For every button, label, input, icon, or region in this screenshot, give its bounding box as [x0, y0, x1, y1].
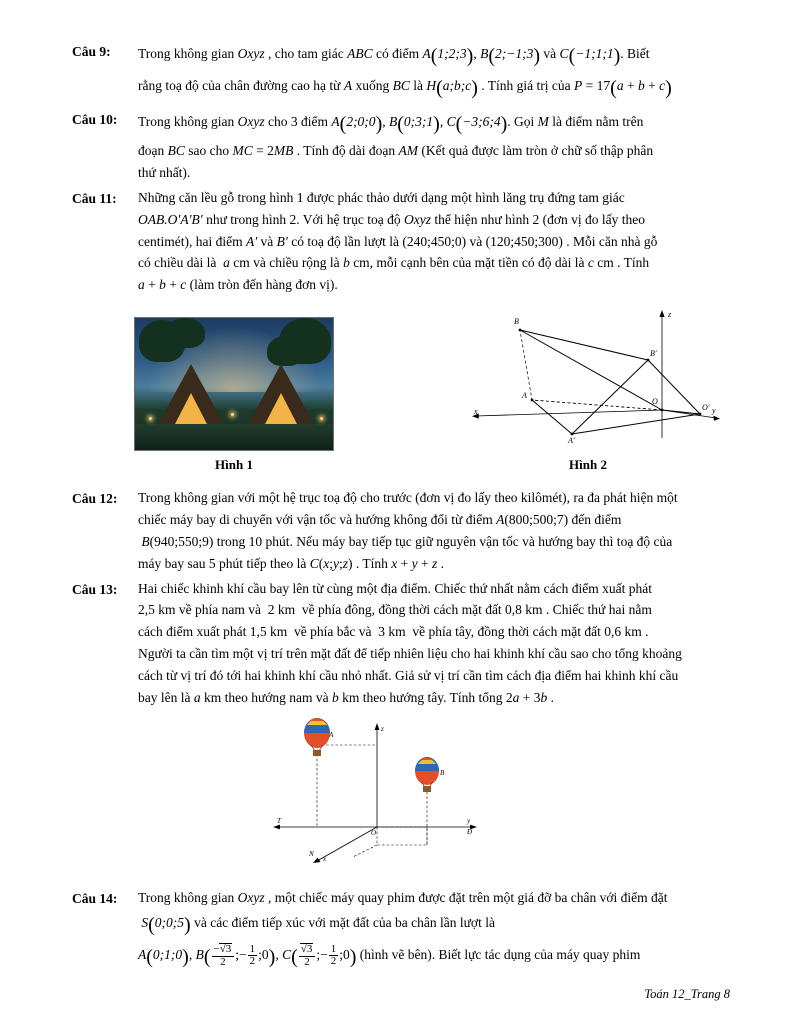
lamp-icon — [149, 417, 152, 420]
prism-diagram — [454, 306, 722, 446]
question-body — [138, 578, 730, 709]
svg-text:N: N — [309, 849, 314, 858]
palm-tree-icon — [267, 336, 303, 366]
palm-tree-icon — [165, 318, 205, 348]
svg-text:z: z — [381, 724, 384, 733]
question-line: máy bay sau 5 phút tiếp theo là C(x;y;z) . Tính x + y + z . — [138, 555, 445, 571]
question-cau-11 — [72, 187, 730, 296]
figure-2-block — [454, 306, 722, 473]
question-line: bay lên là a km theo hướng nam và b km theo hướng tây. Tính tổng 2a + 3b . — [138, 689, 554, 705]
question-line: S(0;0;5) và các điểm tiếp xúc với mặt đất của ba chân lần lượt là — [141, 913, 495, 936]
cabin-photo — [134, 317, 334, 451]
question-body — [138, 887, 730, 974]
svg-text:O: O — [652, 397, 658, 407]
figure-1-caption: Hình 1 — [215, 457, 253, 473]
lamp-icon — [320, 417, 323, 420]
question-label: Câu 12: — [72, 491, 118, 507]
question-line: Trong không gian Oxyz cho 3 điểm A(2;0;0), B(0;3;1), C(−3;6;4). Gọi M là điểm nằm trên — [138, 112, 644, 135]
balloon-diagram — [231, 715, 571, 865]
question-line: có chiều dài là a cm và chiều rộng là b cm, mỗi cạnh bên của mặt tiền có độ dài là c cm . Tính — [138, 255, 650, 271]
svg-text:O′: O′ — [702, 403, 710, 413]
question-cau-10 — [72, 108, 730, 184]
figure-1-block — [134, 317, 334, 473]
svg-text:y: y — [712, 406, 716, 416]
question-line: Trong không gian Oxyz , cho tam giác ABC có điểm A(1;2;3), B(2;−1;3) và C(−1;1;1). Biết — [138, 45, 650, 67]
question-label: Câu 10: — [72, 111, 118, 127]
cabin-window-glow — [174, 393, 208, 426]
question-line: chiếc máy bay di chuyển với vận tốc và hướng không đổi từ điểm A(800;500;7) đến điểm — [138, 512, 622, 528]
svg-text:O: O — [371, 828, 377, 837]
question-label: Câu 11: — [72, 190, 117, 206]
page-footer: Toán 12_Trang 8 — [644, 987, 730, 1001]
question-label: Câu 13: — [72, 581, 118, 597]
svg-text:A: A — [329, 730, 334, 739]
svg-text:B: B — [440, 768, 445, 777]
question-body — [138, 187, 730, 296]
figure-3-block — [72, 715, 730, 865]
question-line: Trong không gian với một hệ trục toạ độ cho trước (đơn vị đo lấy theo kilômét), ra đa phát hiện một — [138, 490, 678, 506]
question-cau-12 — [72, 487, 730, 574]
question-body — [138, 487, 730, 574]
question-line: B(940;550;9) trong 10 phút. Nếu máy bay tiếp tục giữ nguyên vận tốc và hướng bay thì toạ độ của — [141, 533, 673, 549]
svg-text:B′: B′ — [650, 349, 657, 359]
question-line: A(0;1;0), B( $\frac{-√3}{2}$ ;− $\frac{1}{2}$ ;0), C( $\frac{√3}{2}$ ;− $\frac{1}{2}$ ;0) (hình vẽ bên). Biết lực tác dụng của máy quay phim — [138, 942, 641, 969]
question-label: Câu 14: — [72, 890, 118, 906]
question-line: Những căn lều gỗ trong hình 1 được phác thảo dưới dạng một hình lăng trụ đứng tam giác — [138, 189, 625, 205]
ground-area — [135, 424, 333, 450]
svg-text:B: B — [514, 317, 519, 327]
cabin-window-glow — [264, 393, 298, 426]
question-line: thứ nhất). — [138, 165, 191, 181]
balloon-b-icon — [415, 757, 439, 792]
figure-2-caption: Hình 2 — [569, 457, 607, 473]
svg-text:A′: A′ — [568, 436, 575, 446]
question-line: cách từ vị trí đó tới hai khinh khí cầu nhỏ nhất. Giả sử vị trí cần tìm cách địa điểm hai khinh khí cầu — [138, 668, 679, 684]
svg-text:x: x — [323, 854, 327, 863]
question-line: rằng toạ độ của chân đường cao hạ từ A xuống BC là H(a;b;c) . Tính giá trị của P = 17(a + b + c) — [138, 77, 672, 100]
question-line: Hai chiếc khinh khí cầu bay lên từ cùng một địa điểm. Chiếc thứ nhất nằm cách điểm xuất phát — [138, 580, 652, 596]
question-body — [138, 40, 730, 105]
svg-text:Đ: Đ — [467, 827, 473, 836]
question-cau-9 — [72, 40, 730, 105]
balloon-a-icon — [304, 718, 330, 756]
question-line: a + b + c (làm tròn đến hàng đơn vị). — [138, 277, 338, 293]
svg-text:T: T — [277, 816, 281, 825]
question-line: centimét), hai điểm A′ và B′ có toạ độ lần lượt là (240;450;0) và (120;450;300) . Mỗi căn nhà gỗ — [138, 233, 658, 249]
svg-text:y: y — [467, 816, 471, 825]
question-body — [138, 108, 730, 184]
question-cau-13 — [72, 578, 730, 709]
question-cau-14 — [72, 887, 730, 974]
svg-text:z: z — [668, 310, 672, 320]
figures-row — [134, 306, 730, 473]
question-line: Trong không gian Oxyz , một chiếc máy quay phim được đặt trên một giá đỡ ba chân với điểm đặt — [138, 889, 668, 905]
question-line: Người ta cần tìm một vị trí trên mặt đất để tiếp nhiên liệu cho hai khinh khí cầu sao cho tổng khoảng — [138, 646, 682, 662]
question-line: OAB.O′A′B′ như trong hình 2. Với hệ trục toạ độ Oxyz thể hiện như hình 2 (đơn vị đo lấy theo — [138, 211, 645, 227]
question-line: cách điểm xuất phát 1,5 km về phía bắc và 3 km về phía tây, đồng thời cách mặt đất 0,6 km . — [138, 624, 649, 640]
question-line: 2,5 km về phía nam và 2 km về phía đông, đồng thời cách mặt đất 0,8 km . Chiếc thứ hai nằm — [138, 602, 652, 618]
svg-text:A: A — [522, 391, 527, 401]
svg-text:x: x — [474, 407, 478, 417]
question-label: Câu 9: — [72, 44, 111, 59]
question-line: đoạn BC sao cho MC = 2MB . Tính độ dài đoạn AM (Kết quả được làm tròn ở chữ số thập phân — [138, 143, 654, 159]
lamp-icon — [231, 413, 234, 416]
